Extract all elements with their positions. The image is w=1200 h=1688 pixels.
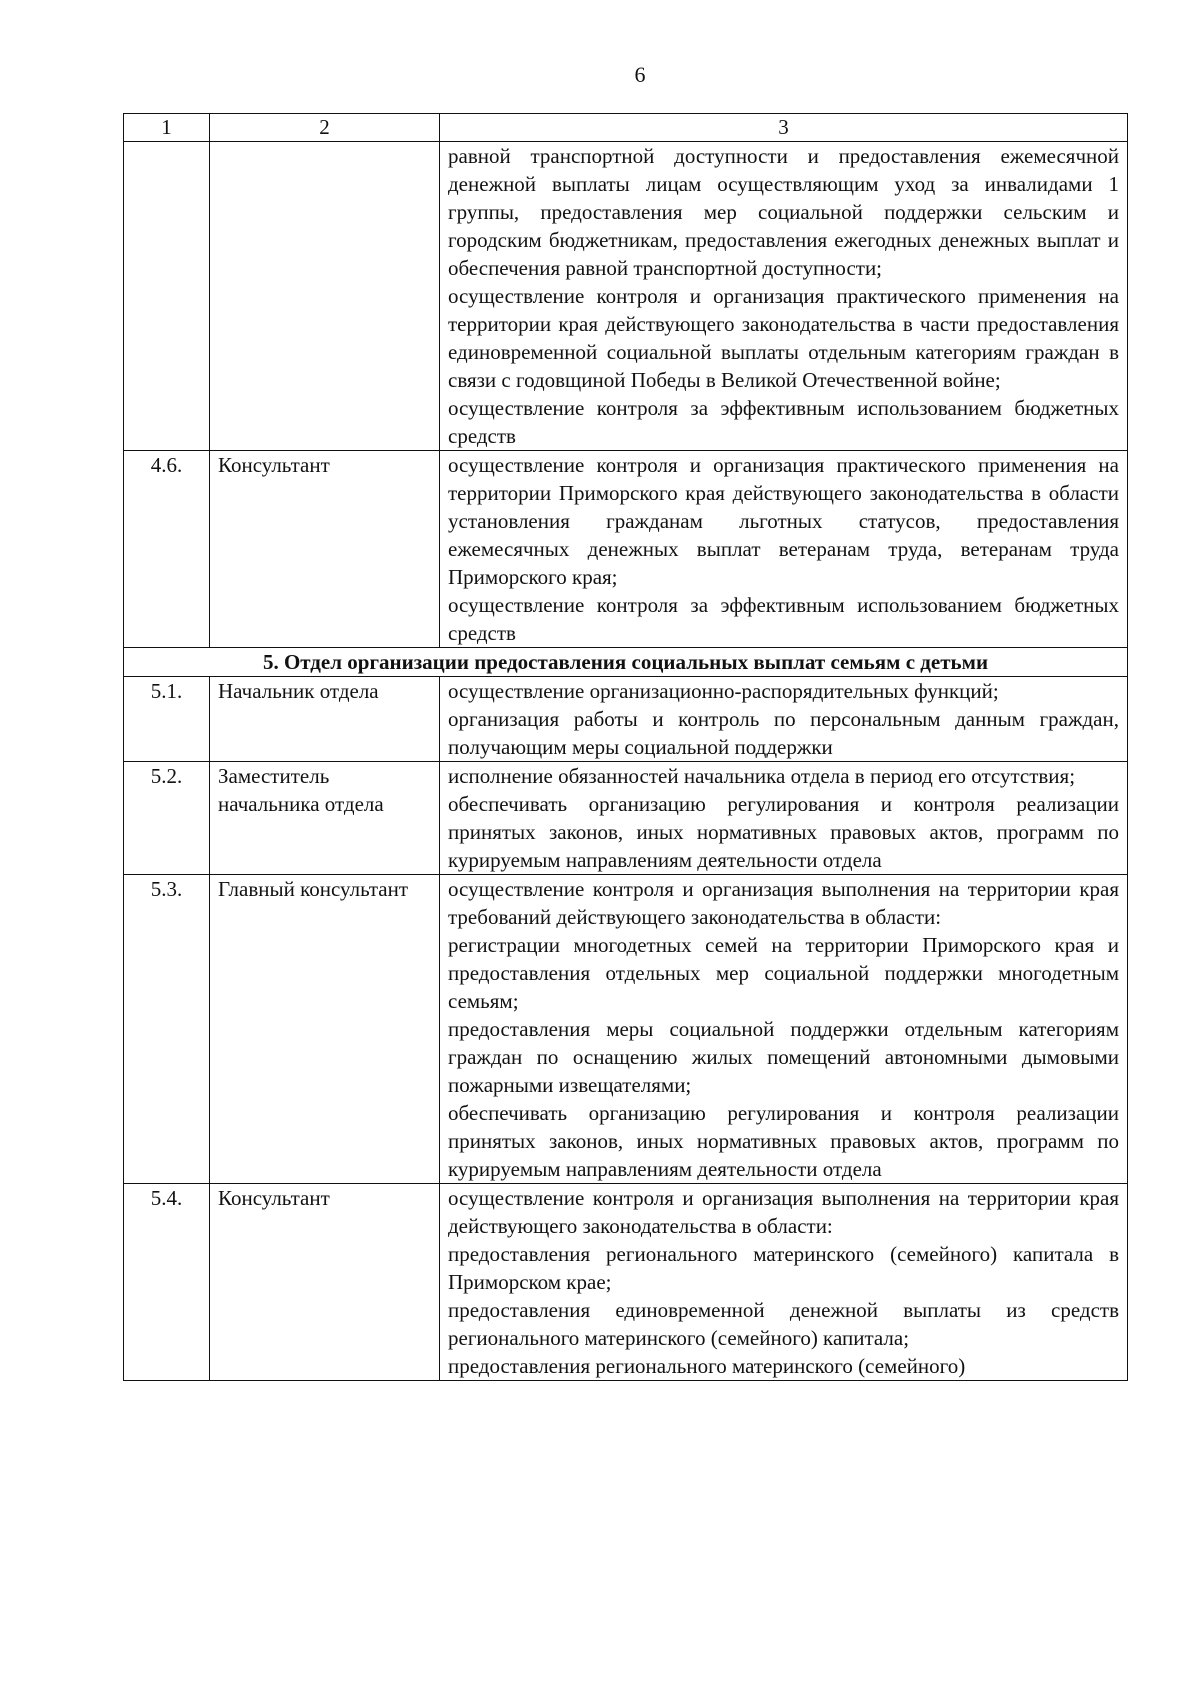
duty-paragraph: осуществление контроля и организация выполнения на территории края требований действующего законодательства в области: bbox=[448, 877, 1119, 929]
position-title bbox=[210, 142, 440, 451]
duty-paragraph: организация работы и контроль по персональным данным граждан, получающим меры социальной поддержки bbox=[448, 707, 1119, 759]
duties-cell bbox=[440, 875, 1128, 1184]
page-number: 6 bbox=[634, 62, 646, 87]
duty-paragraph: осуществление контроля за эффективным использованием бюджетных средств bbox=[448, 396, 1119, 448]
staff-duties-table bbox=[123, 113, 1128, 1381]
duty-paragraph: предоставления меры социальной поддержки отдельным категориям граждан по оснащению жилых помещений автономными дымовыми пожарными извещателями; bbox=[448, 1017, 1119, 1097]
duty-paragraph: осуществление контроля и организация практического применения на территории края действующего законодательства в части предоставления единовременной социальной выплаты отдельным категориям граждан в связи с годовщиной Победы в Великой Отечественной войне; bbox=[448, 284, 1119, 392]
position-title: Консультант bbox=[210, 1184, 440, 1381]
position-title: Начальник отдела bbox=[210, 677, 440, 762]
item-number: 5.4. bbox=[124, 1184, 210, 1381]
duty-paragraph: осуществление контроля и организация практического применения на территории Приморского края действующего законодательства в области установления гражданам льготных статусов, предоставления ежемесячных денежных выплат ветеранам труда, ветеранам труда Приморского края; bbox=[448, 453, 1119, 589]
item-number bbox=[124, 142, 210, 451]
duty-paragraph: исполнение обязанностей начальника отдела в период его отсутствия; bbox=[448, 764, 1076, 788]
duty-paragraph: предоставления регионального материнского (семейного) капитала в Приморском крае; bbox=[448, 1242, 1119, 1294]
table-row bbox=[124, 1184, 1128, 1381]
table-row bbox=[124, 142, 1128, 451]
duties-cell bbox=[440, 142, 1128, 451]
column-number: 3 bbox=[440, 114, 1128, 142]
duty-paragraph: осуществление контроля и организация выполнения на территории края действующего законодательства в области: bbox=[448, 1186, 1119, 1238]
item-number: 4.6. bbox=[124, 451, 210, 648]
duty-paragraph: обеспечивать организацию регулирования и контроля реализации принятых законов, иных нормативных правовых актов, программ по курируемым направлениям деятельности отдела bbox=[448, 1101, 1119, 1181]
table-row bbox=[124, 762, 1128, 875]
item-number: 5.1. bbox=[124, 677, 210, 762]
table-row bbox=[124, 875, 1128, 1184]
duty-paragraph: регистрации многодетных семей на территории Приморского края и предоставления отдельных мер социальной поддержки многодетным семьям; bbox=[448, 933, 1119, 1013]
item-number: 5.2. bbox=[124, 762, 210, 875]
column-number: 1 bbox=[124, 114, 210, 142]
position-title: Консультант bbox=[210, 451, 440, 648]
duty-paragraph: предоставления единовременной денежной выплаты из средств регионального материнского (семейного) капитала; bbox=[448, 1298, 1119, 1350]
table-row bbox=[124, 451, 1128, 648]
duties-cell bbox=[440, 1184, 1128, 1381]
duty-paragraph: осуществление контроля за эффективным использованием бюджетных средств bbox=[448, 593, 1119, 645]
table-body bbox=[124, 114, 1128, 1381]
position-title: Главный консультант bbox=[210, 875, 440, 1184]
duties-cell bbox=[440, 677, 1128, 762]
column-number: 2 bbox=[210, 114, 440, 142]
table-row bbox=[124, 677, 1128, 762]
item-number: 5.3. bbox=[124, 875, 210, 1184]
duty-paragraph: осуществление организационно-распорядительных функций; bbox=[448, 679, 999, 703]
duty-paragraph: равной транспортной доступности и предоставления ежемесячной денежной выплаты лицам осуществляющим уход за инвалидами 1 группы, предоставления мер социальной поддержки сельским и городским бюджетникам, предоставления ежегодных денежных выплат и обеспечения равной транспортной доступности; bbox=[448, 144, 1119, 280]
section-header-row bbox=[124, 648, 1128, 677]
duty-paragraph: предоставления регионального материнского (семейного) bbox=[448, 1354, 966, 1378]
section-title: 5. Отдел организации предоставления социальных выплат семьям с детьми bbox=[124, 648, 1128, 677]
position-title: Заместитель начальника отдела bbox=[210, 762, 440, 875]
duties-cell bbox=[440, 451, 1128, 648]
duty-paragraph: обеспечивать организацию регулирования и контроля реализации принятых законов, иных нормативных правовых актов, программ по курируемым направлениям деятельности отдела bbox=[448, 792, 1119, 872]
duties-cell bbox=[440, 762, 1128, 875]
column-number-row bbox=[124, 114, 1128, 142]
